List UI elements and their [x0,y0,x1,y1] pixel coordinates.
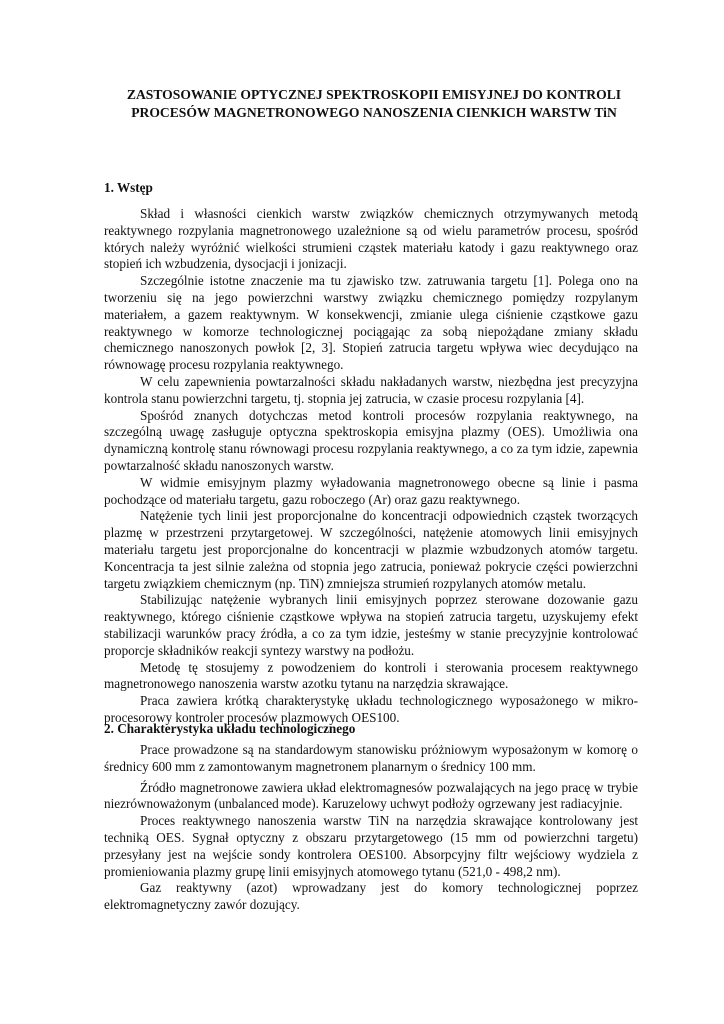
paragraph: Praca zawiera krótką charakterystykę układu technologicznego wyposażonego w mikro-procesorowy kontroler procesów plazmowych OES100. [104,693,638,725]
paragraph: Stabilizując natężenie wybranych linii emisyjnych poprzez sterowane dozowanie gazu reaktywnego, którego ciśnienie cząstkowe wpływa na stopień zatrucia targetu, uzyskujemy efekt stabilizacji warunków pracy źródła, a co za tym idzie, jesteśmy w stanie precyzyjnie kontrolować proporcje składników reakcji syntezy warstwy na podłożu. [104,592,638,658]
paragraph: Proces reaktywnego nanoszenia warstw TiN na narzędzia skrawające kontrolowany jest techniką OES. Sygnał optyczny z obszaru przytargetowego (15 mm od powierzchni targetu) przesyłany jest na wejście sondy kontrolera OES100. Absorpcyjny filtr wejściowy wydziela z promieniowania plazmy grupę linii emisyjnych atomowego tytanu (521,0 - 498,2 nm). [104,813,638,879]
paragraph: Prace prowadzone są na standardowym stanowisku próżniowym wyposażonym w komorę o średnicy 600 mm z zamontowanym magnetronem planarnym o średnicy 100 mm. [104,742,638,774]
paragraph: Szczególnie istotne znaczenie ma tu zjawisko tzw. zatruwania targetu [1]. Polega ono na tworzeniu się na jego powierzchni warstwy związku chemicznego pomiędzy rozpylanym materiałem, a gazem reaktywnym. W konsekwencji, zmianie ulega ciśnienie cząstkowe gazu reaktywnego w komorze technologicznej pociągając za sobą niepożądane zmiany składu chemicznego nanoszonych powłok [2, 3]. Stopień zatrucia targetu wpływa wiec decydująco na równowagę procesu rozpylania reaktywnego. [104,273,638,373]
paragraph: Spośród znanych dotychczas metod kontroli procesów rozpylania reaktywnego, na szczególną uwagę zasługuje optyczna spektroskopia emisyjna plazmy (OES). Umożliwia ona dynamiczną kontrolę stanu równowagi procesu rozpylania reaktywnego, a co za tym idzie, zapewnia powtarzalność składu nanoszonych warstw. [104,407,638,473]
paragraph: W celu zapewnienia powtarzalności składu nakładanych warstw, niezbędna jest precyzyjna kontrola stanu powierzchni targetu, tj. stopnia jej zatrucia, w czasie procesu rozpylania [4]. [104,373,638,406]
section-heading-introduction: 1. Wstęp [104,180,153,195]
paper-title-line-1: ZASTOSOWANIE OPTYCZNEJ SPEKTROSKOPII EMISYJNEJ DO KONTROLI [126,87,622,102]
paragraph: Metodę tę stosujemy z powodzeniem do kontroli i sterowania procesem reaktywnego magnetronowego nanoszenia warstw azotku tytanu na narzędzia skrawające. [104,659,638,692]
paragraph: W widmie emisyjnym plazmy wyładowania magnetronowego obecne są linie i pasma pochodzące od materiału targetu, gazu roboczego (Ar) oraz gazu reaktywnego. [104,474,638,507]
section-introduction-body [104,206,638,727]
paper-title [80,86,668,122]
section-characteristics-body [104,742,638,914]
paper-title-line-2: PROCESÓW MAGNETRONOWEGO NANOSZENIA CIENKICH WARSTW TiN [131,105,617,120]
paragraph: Natężenie tych linii jest proporcjonalne do koncentracji odpowiednich cząstek tworzących plazmę w przestrzeni przytargetowej. W szczególności, natężenie atomowych linii emisyjnych materiału targetu jest proporcjonalne do koncentracji w plazmie wzbudzonych atomów targetu. Koncentracja ta jest silnie zależna od stopnia jego zatrucia, ponieważ pokrycie części powierzchni targetu związkiem chemicznym (np. TiN) zmniejsza strumień rozpylanych atomów metalu. [104,508,638,591]
paragraph: Skład i własności cienkich warstw związków chemicznych otrzymywanych metodą reaktywnego rozpylania magnetronowego uzależnione są od wielu parametrów procesu, spośród których należy wyróżnić wielkości strumieni cząstek materiału katody i gazu reaktywnego oraz stopień ich wzbudzenia, dysocjacji i jonizacji. [104,206,638,272]
section-heading-characteristics: 2. Charakterystyka układu technologicznego [104,721,356,736]
paragraph: Gaz reaktywny (azot) wprowadzany jest do komory technologicznej poprzez elektromagnetyczny zawór dozujący. [104,880,638,913]
paragraph: Źródło magnetronowe zawiera układ elektromagnesów pozwalających na jego pracę w trybie niezrównoważonym (unbalanced mode). Karuzelowy uchwyt podłoży ogrzewany jest radiacyjnie. [104,779,638,812]
